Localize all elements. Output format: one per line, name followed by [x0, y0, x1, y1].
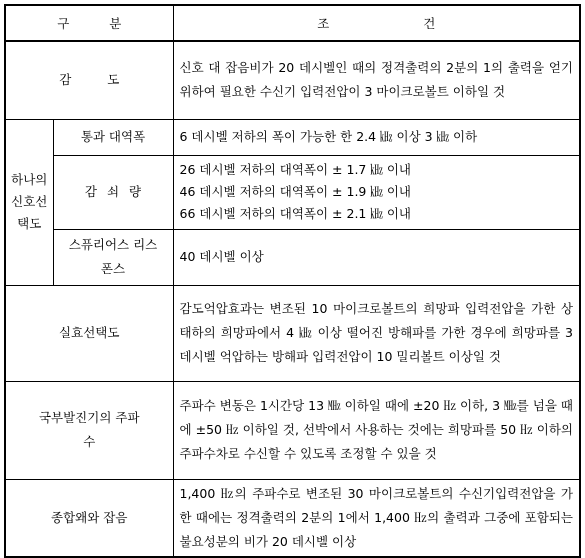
- header-category-label: 구 분: [57, 16, 122, 31]
- sensitivity-label-cell: [5, 41, 173, 119]
- single-signal-group-label: 하나의 신호선택도: [11, 172, 48, 231]
- header-condition: [173, 5, 580, 41]
- spurious-label: 스퓨리어스 리스폰스: [53, 229, 173, 285]
- attenuation-label: [53, 155, 173, 229]
- row-attenuation: [5, 155, 580, 229]
- row-effective-selectivity: [5, 285, 580, 381]
- effective-selectivity-label: 실효선택도: [5, 285, 173, 381]
- distortion-noise-condition: 1,400 ㎐의 주파수로 변조된 30 마이크로볼트의 수신기입력전압을 가한 때에는 정격출력의 2분의 1에서 1,400 ㎐의 출력과 그중에 포함되는 불요성분의 비가 20 데시벨 이상: [173, 479, 580, 557]
- effective-selectivity-condition: 감도억압효과는 변조된 10 마이크로볼트의 희망파 입력전압을 가한 상태하의 희망파에서 4 ㎑ 이상 떨어진 방해파를 가한 경우에 희망파를 3 데시벨 억압하는 방해파 입력전압이 10 밀리볼트 이상일 것: [173, 285, 580, 381]
- row-local-oscillator: [5, 381, 580, 479]
- header-category: [5, 5, 173, 41]
- single-signal-group-cell: [5, 119, 53, 285]
- row-distortion-noise: [5, 479, 580, 557]
- local-osc-label-text: 국부발진기의 주파수: [38, 410, 140, 449]
- bandwidth-condition: 6 데시벨 저하의 폭이 가능한 한 2.4 ㎑ 이상 3 ㎑ 이하: [173, 119, 580, 155]
- attenuation-condition: [173, 155, 580, 229]
- row-spurious: [5, 229, 580, 285]
- attenuation-line-26db: 26 데시벨 저하의 대역폭이 ± 1.7 ㎑ 이내: [179, 162, 411, 177]
- attenuation-label-text: 감 쇠 량: [84, 184, 142, 199]
- attenuation-line-46db: 46 데시벨 저하의 대역폭이 ± 1.9 ㎑ 이내: [179, 184, 411, 199]
- spurious-condition: 40 데시벨 이상: [173, 229, 580, 285]
- row-bandwidth: [5, 119, 580, 155]
- row-sensitivity: [5, 41, 580, 119]
- bandwidth-label: 통과 대역폭: [53, 119, 173, 155]
- sensitivity-label: 감 도: [59, 72, 120, 88]
- sensitivity-condition: 신호 대 잡음비가 20 데시벨인 때의 정격출력의 2분의 1의 출력을 얻기 위하여 필요한 수신기 입력전압이 3 마이크로볼트 이하일 것: [173, 41, 580, 119]
- table-header-row: [5, 5, 580, 41]
- local-osc-condition: 주파수 변동은 1시간당 13 ㎒ 이하일 때에 ±20 ㎐ 이하, 3 ㎒를 넘을 때에 ±50 ㎐ 이하일 것, 선박에서 사용하는 것에는 희망파를 50 ㎐ 이하의 주파수차로 수신할 수 있도록 조정할 수 있을 것: [173, 381, 580, 479]
- receiver-spec-table: [4, 4, 581, 558]
- distortion-noise-label: 종합왜와 잡음: [5, 479, 173, 557]
- attenuation-line-66db: 66 데시벨 저하의 대역폭이 ± 2.1 ㎑ 이내: [179, 206, 411, 221]
- header-condition-label: 조 건: [317, 16, 436, 31]
- local-osc-label: [5, 381, 173, 479]
- spec-table-container: [4, 4, 581, 558]
